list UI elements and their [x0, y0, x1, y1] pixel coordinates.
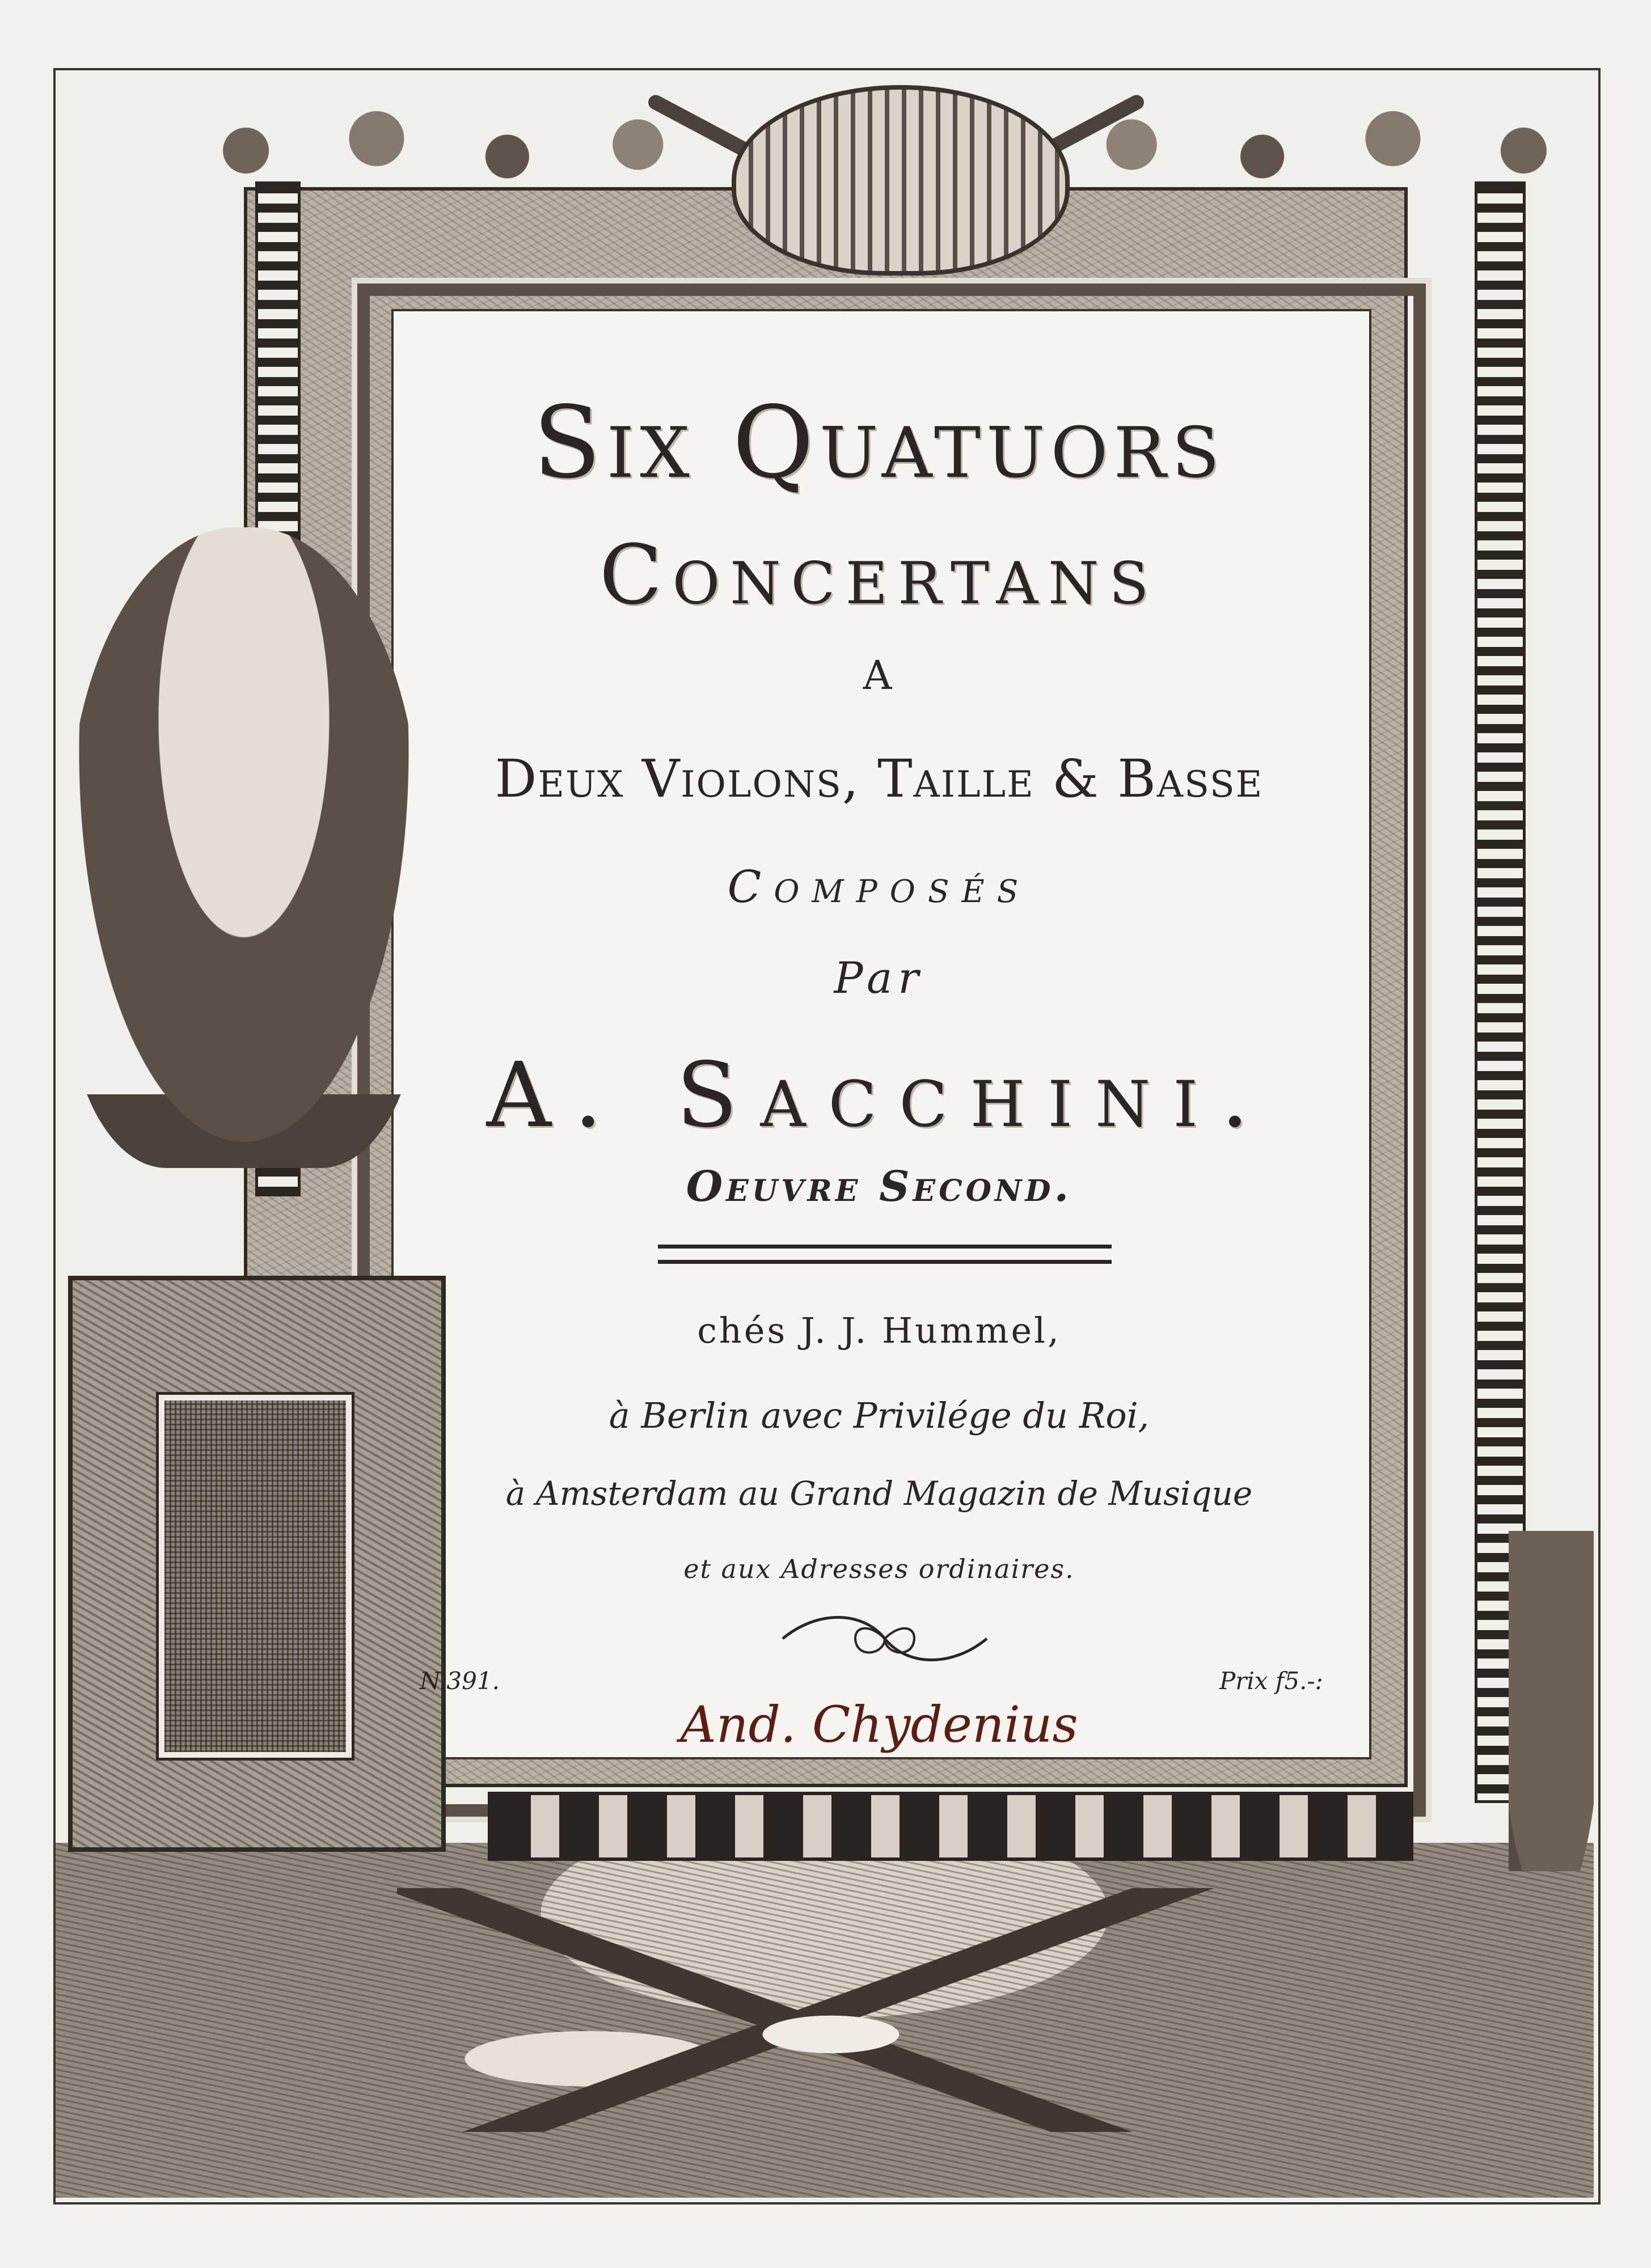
title-line-3: A [863, 652, 896, 699]
berlin-line: à Berlin avec Privilége du Roi, [609, 1395, 1150, 1436]
title-line-2: Concertans [599, 527, 1159, 623]
urn-ornament [68, 527, 420, 1168]
composer-name: A. Sacchini. [486, 1043, 1272, 1148]
publisher-line: chés J. J. Hummel, [697, 1310, 1061, 1351]
title-line-1: Six Quatuors [533, 386, 1226, 501]
par-line: Par [834, 953, 924, 1003]
instruments-still-life [397, 1888, 1361, 2132]
dentil-cornice [488, 1792, 1413, 1861]
price-label: Prix f5.-: [1219, 1667, 1323, 1695]
right-foliage [1509, 1531, 1594, 1871]
amsterdam-line: à Amsterdam au Grand Magazin de Musique [505, 1474, 1253, 1513]
owner-signature: And. Chydenius [680, 1695, 1078, 1754]
double-rule-divider [658, 1245, 1112, 1264]
addresses-line: et aux Adresses ordinaires. [683, 1554, 1075, 1584]
opus-line: Oeuvre Second. [686, 1162, 1072, 1211]
title-panel [391, 309, 1371, 1759]
pedestal-panel [159, 1395, 352, 1758]
flourish-ornament [771, 1605, 998, 1673]
plate-number: N.391. [420, 1667, 500, 1695]
shell-ornament [732, 85, 1070, 276]
composed-line: Composés [727, 862, 1031, 913]
instrumentation-line: Deux Violons, Taille & Basse [495, 748, 1264, 809]
